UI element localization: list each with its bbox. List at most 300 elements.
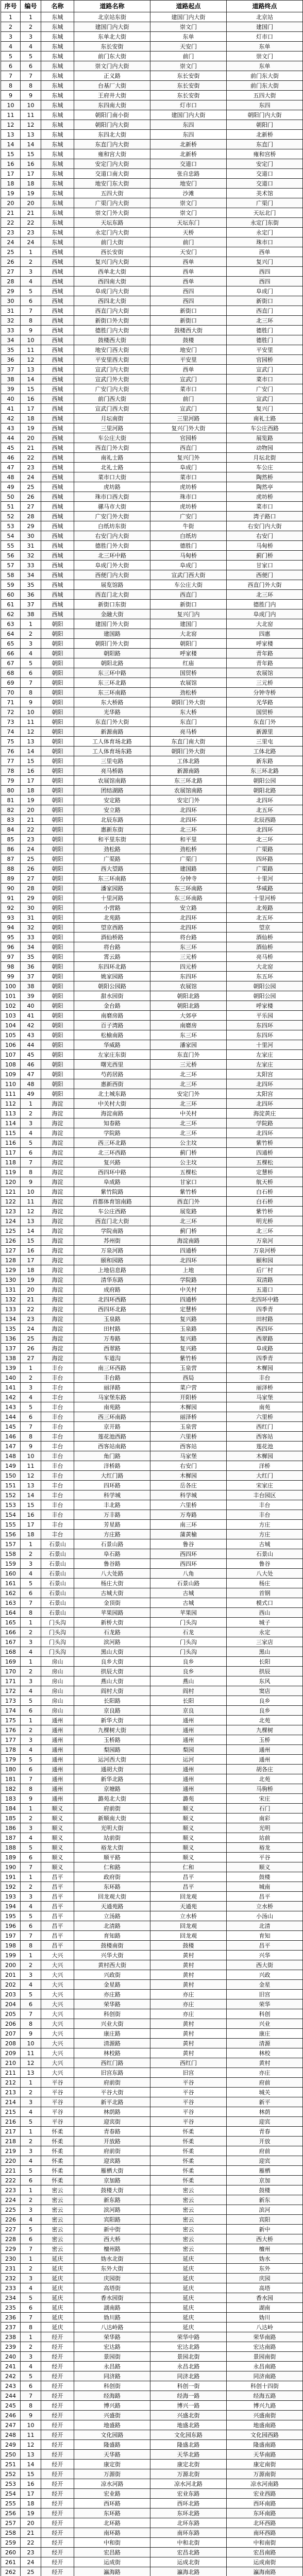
table-row (1, 1911, 303, 1921)
cell-road-end: 妫川 (227, 2313, 303, 2323)
cell-area: 海淀 (41, 1138, 74, 1148)
cell-num: 2 (21, 22, 41, 32)
cell-road-end: 站前 (227, 1833, 303, 1843)
cell-seq: 61 (1, 600, 21, 609)
cell-road-start: 前门 (150, 238, 227, 247)
cell-road-start: 菜市口 (150, 472, 227, 482)
cell-road-start: 农展馆 (150, 981, 227, 991)
table-row (1, 1461, 303, 1471)
cell-area: 朝阳 (41, 1030, 74, 1040)
cell-area: 西城 (41, 316, 74, 326)
cell-road-end: 航天桥 (227, 1177, 303, 1187)
cell-num: 34 (21, 570, 41, 580)
cell-road-start: 交道口 (150, 159, 227, 169)
cell-area: 通州 (41, 1716, 74, 1725)
table-row (1, 1569, 303, 1579)
cell-area: 朝阳 (41, 893, 74, 903)
cell-num: 32 (21, 923, 41, 933)
cell-num: 7 (21, 1862, 41, 1872)
cell-num: 14 (21, 375, 41, 384)
cell-road-name: 右安门内大街 (74, 531, 150, 541)
cell-road-name: 雍和宫大街 (74, 149, 150, 159)
cell-road-name: 仁和路 (74, 1862, 150, 1872)
cell-road-end: 展览路 (227, 433, 303, 443)
cell-seq: 232 (1, 2274, 21, 2283)
cell-num: 11 (21, 717, 41, 727)
cell-num: 40 (21, 1001, 41, 1011)
cell-road-end: 广渠路 (227, 864, 303, 874)
cell-road-end: 动物园 (227, 443, 303, 453)
table-row (1, 991, 303, 1001)
cell-area: 经开 (41, 2518, 74, 2528)
cell-num: 1 (21, 1872, 41, 1882)
cell-road-end: 十里河 (227, 874, 303, 884)
table-row (1, 1089, 303, 1099)
cell-num: 22 (21, 453, 41, 463)
cell-num: 4 (21, 1647, 41, 1657)
cell-road-start: 虎坊桥 (150, 482, 227, 492)
cell-road-name: 前门西大街 (74, 394, 150, 404)
cell-road-name: 西红门路 (74, 2058, 150, 2068)
cell-road-name: 新街口外大街 (74, 316, 150, 326)
cell-seq: 16 (1, 159, 21, 169)
cell-seq: 255 (1, 2499, 21, 2509)
cell-area: 西城 (41, 335, 74, 345)
cell-num: 42 (21, 1021, 41, 1030)
cell-road-end: 酒仙桥 (227, 933, 303, 942)
cell-road-end: 十里河桥 (227, 893, 303, 903)
cell-seq: 211 (1, 2068, 21, 2078)
cell-seq: 60 (1, 590, 21, 600)
cell-seq: 116 (1, 1138, 21, 1148)
cell-seq: 227 (1, 2225, 21, 2234)
cell-num: 8 (21, 1784, 41, 1794)
table-row (1, 2156, 303, 2166)
cell-seq: 103 (1, 1011, 21, 1021)
cell-road-start: 前门 (150, 394, 227, 404)
cell-num: 8 (21, 2019, 41, 2029)
table-row (1, 2342, 303, 2352)
cell-num: 7 (21, 2009, 41, 2019)
cell-road-end: 林校 (227, 2048, 303, 2058)
cell-road-start: 东环北路 (150, 2509, 227, 2518)
cell-area: 朝阳 (41, 727, 74, 737)
cell-road-name: 南三环西路 (74, 1363, 150, 1373)
cell-road-name: 安立路 (74, 805, 150, 815)
cell-road-name: 芳星路 (74, 1520, 150, 1530)
cell-seq: 81 (1, 795, 21, 805)
cell-seq: 29 (1, 286, 21, 296)
cell-area: 经开 (41, 2381, 74, 2391)
cell-road-start: 公主坟 (150, 1158, 227, 1167)
cell-road-name: 朝阳北路 (74, 658, 150, 668)
cell-road-name: 广安门外大街 (74, 512, 150, 521)
cell-area: 昌平 (41, 1941, 74, 1951)
table-row (1, 551, 303, 561)
cell-road-start: 北三环 (150, 1079, 227, 1089)
cell-road-start: 密云 (150, 2215, 227, 2225)
cell-road-end: 北京站 (227, 12, 303, 22)
cell-num: 25 (21, 2567, 41, 2576)
cell-area: 延庆 (41, 2274, 74, 2283)
cell-area: 西城 (41, 551, 74, 561)
table-row (1, 296, 303, 306)
cell-seq: 105 (1, 1030, 21, 1040)
cell-road-end: 阜成门内 (227, 609, 303, 619)
cell-road-start: 东大桥 (150, 707, 227, 717)
cell-num: 16 (21, 2479, 41, 2489)
cell-area: 海淀 (41, 1295, 74, 1304)
cell-num: 26 (21, 864, 41, 874)
cell-num: 8 (21, 688, 41, 698)
cell-num: 10 (21, 2420, 41, 2430)
cell-road-start: 延庆 (150, 2274, 227, 2283)
table-row (1, 1510, 303, 1520)
cell-seq: 131 (1, 1285, 21, 1295)
cell-road-start: 大北窑 (150, 629, 227, 639)
cell-seq: 109 (1, 1070, 21, 1079)
cell-num: 2 (21, 2137, 41, 2146)
cell-seq: 132 (1, 1295, 21, 1304)
cell-num: 5 (21, 1696, 41, 1706)
cell-road-end: 菜市口 (227, 375, 303, 384)
cell-area: 海淀 (41, 1275, 74, 1285)
cell-seq: 219 (1, 2146, 21, 2156)
cell-seq: 180 (1, 1765, 21, 1774)
cell-seq: 198 (1, 1941, 21, 1951)
table-row (1, 130, 303, 140)
cell-area: 经开 (41, 2420, 74, 2430)
cell-road-name: 宣武门内大街 (74, 365, 150, 375)
table-row (1, 815, 303, 825)
cell-road-end: 珠市口 (227, 238, 303, 247)
cell-area: 丰台 (41, 1422, 74, 1432)
cell-road-start: 复兴门内 (150, 609, 227, 619)
cell-num: 20 (21, 2518, 41, 2528)
cell-num: 2 (21, 1725, 41, 1735)
cell-area: 海淀 (41, 1118, 74, 1128)
cell-road-start: 隆盛北路 (150, 2440, 227, 2450)
cell-num: 36 (21, 962, 41, 972)
cell-road-name: 回龙观大街 (74, 1892, 150, 1902)
table-row (1, 678, 303, 688)
cell-num: 4 (21, 1569, 41, 1579)
cell-area: 延庆 (41, 2283, 74, 2293)
cell-road-end: 定慧桥 (227, 1167, 303, 1177)
cell-road-start: 沙滩 (150, 189, 227, 198)
table-row (1, 2293, 303, 2303)
cell-seq: 142 (1, 1393, 21, 1402)
cell-road-name: 经海路 (74, 2391, 150, 2401)
cell-road-start: 北三环 (150, 1216, 227, 1226)
cell-road-name: 滨河路 (74, 2205, 150, 2215)
table-row (1, 580, 303, 590)
table-row (1, 590, 303, 600)
cell-num: 44 (21, 1040, 41, 1050)
cell-road-name: 鼓楼大街 (74, 2185, 150, 2195)
cell-road-name: 松榆南路 (74, 1030, 150, 1040)
table-row (1, 286, 303, 296)
table-row (1, 561, 303, 570)
table-row (1, 1490, 303, 1500)
cell-seq: 33 (1, 326, 21, 335)
cell-area: 通州 (41, 1755, 74, 1765)
cell-road-name: 良乡大街 (74, 1657, 150, 1667)
table-row (1, 1794, 303, 1804)
cell-seq: 229 (1, 2244, 21, 2254)
cell-area: 经开 (41, 2528, 74, 2538)
cell-seq: 76 (1, 747, 21, 756)
table-row (1, 1236, 303, 1246)
cell-area: 海淀 (41, 1265, 74, 1275)
table-row (1, 277, 303, 286)
cell-num: 14 (21, 140, 41, 149)
cell-road-end: 呼家楼 (227, 1001, 303, 1011)
cell-area: 密云 (41, 2195, 74, 2205)
cell-road-name: 白纸坊东街 (74, 521, 150, 531)
cell-road-end: 黄村 (227, 2058, 303, 2068)
cell-num: 4 (21, 2107, 41, 2117)
cell-area: 海淀 (41, 1128, 74, 1138)
cell-road-end: 南彩 (227, 1814, 303, 1823)
cell-area: 怀柔 (41, 2166, 74, 2176)
cell-area: 经开 (41, 2440, 74, 2450)
cell-seq: 254 (1, 2489, 21, 2499)
table-row (1, 306, 303, 316)
cell-road-end: 鼓楼 (227, 1872, 303, 1882)
cell-road-name: 潘家园路 (74, 884, 150, 893)
table-row (1, 1334, 303, 1344)
cell-num: 19 (21, 189, 41, 198)
table-row (1, 629, 303, 639)
cell-road-end: 亦庄 (227, 2068, 303, 2078)
table-row (1, 52, 303, 61)
table-row (1, 1608, 303, 1618)
cell-road-name: 鲁谷路 (74, 1559, 150, 1569)
cell-seq: 210 (1, 2058, 21, 2068)
cell-num: 2 (21, 1628, 41, 1637)
cell-num: 7 (21, 1158, 41, 1167)
cell-seq: 35 (1, 345, 21, 355)
table-row (1, 1774, 303, 1784)
cell-road-end: 虎坊桥 (227, 492, 303, 502)
cell-num: 16 (21, 1510, 41, 1520)
cell-road-name: 同济路 (74, 2371, 150, 2381)
cell-area: 经开 (41, 2362, 74, 2371)
cell-area: 丰台 (41, 1451, 74, 1461)
cell-road-start: 鲁谷 (150, 1539, 227, 1549)
cell-road-name: 惠新东街 (74, 825, 150, 835)
table-row (1, 2420, 303, 2430)
cell-num: 6 (21, 668, 41, 678)
cell-road-end: 朝阳北路 (227, 786, 303, 795)
table-row (1, 404, 303, 414)
cell-area: 丰台 (41, 1402, 74, 1412)
table-row (1, 2352, 303, 2362)
table-row (1, 2283, 303, 2293)
cell-seq: 241 (1, 2362, 21, 2371)
cell-num: 4 (21, 1393, 41, 1402)
table-row (1, 228, 303, 238)
cell-num: 6 (21, 2176, 41, 2185)
cell-num: 3 (21, 1676, 41, 1686)
cell-num: 28 (21, 884, 41, 893)
cell-area: 东城 (41, 228, 74, 238)
cell-area: 经开 (41, 2391, 74, 2401)
cell-road-name: 建国门内大街 (74, 22, 150, 32)
cell-road-name: 广渠门内大街 (74, 198, 150, 208)
cell-seq: 212 (1, 2078, 21, 2088)
cell-road-start: 怀柔 (150, 2137, 227, 2146)
cell-road-name: 丰北路 (74, 1500, 150, 1510)
table-row (1, 91, 303, 100)
cell-num: 13 (21, 2450, 41, 2460)
cell-num: 2 (21, 2342, 41, 2352)
table-row (1, 1647, 303, 1657)
cell-road-start: 玉泉路 (150, 1324, 227, 1334)
table-row (1, 2097, 303, 2107)
table-row (1, 903, 303, 913)
cell-road-end: 酒仙桥 (227, 942, 303, 952)
cell-seq: 209 (1, 2048, 21, 2058)
cell-seq: 186 (1, 1823, 21, 1833)
cell-seq: 196 (1, 1921, 21, 1931)
cell-num: 1 (21, 1657, 41, 1667)
table-row (1, 140, 303, 149)
cell-road-name: 立汤路 (74, 1911, 150, 1921)
cell-road-start: 顺义 (150, 1823, 227, 1833)
cell-road-name: 北苑路 (74, 913, 150, 923)
cell-area: 通州 (41, 1784, 74, 1794)
table-row (1, 962, 303, 972)
cell-num: 31 (21, 541, 41, 551)
cell-area: 海淀 (41, 1158, 74, 1167)
cell-road-name: 复兴路 (74, 1158, 150, 1167)
cell-road-name: 兴华大街 (74, 1951, 150, 1960)
table-row (1, 1686, 303, 1696)
cell-area: 大兴 (41, 2039, 74, 2048)
cell-area: 密云 (41, 2234, 74, 2244)
cell-road-name: 东四北大街 (74, 130, 150, 140)
cell-seq: 153 (1, 1500, 21, 1510)
cell-road-name: 东直门外大街 (74, 717, 150, 727)
cell-road-name: 京加路 (74, 2176, 150, 2185)
cell-area: 西城 (41, 286, 74, 296)
cell-seq: 223 (1, 2185, 21, 2195)
cell-road-end: 大北窑 (227, 619, 303, 629)
cell-num: 4 (21, 42, 41, 52)
cell-seq: 222 (1, 2176, 21, 2185)
cell-seq: 3 (1, 32, 21, 42)
cell-road-start: 平谷 (150, 2097, 227, 2107)
cell-road-start: 平谷 (150, 2117, 227, 2127)
cell-road-name: 苹果园路 (74, 1608, 150, 1618)
table-row (1, 384, 303, 394)
table-row (1, 893, 303, 903)
cell-road-start: 六里桥 (150, 1432, 227, 1442)
cell-num: 3 (21, 1892, 41, 1902)
table-row (1, 707, 303, 717)
cell-area: 怀柔 (41, 2146, 74, 2156)
cell-num: 2 (21, 1667, 41, 1676)
cell-num: 4 (21, 277, 41, 286)
cell-road-name: 望京西路 (74, 923, 150, 933)
cell-road-end: 万泉河 (227, 1236, 303, 1246)
cell-road-start: 怀柔 (150, 2156, 227, 2166)
cell-num: 2 (21, 1882, 41, 1892)
cell-area: 大兴 (41, 1970, 74, 1980)
cell-road-start: 中关村 (150, 1285, 227, 1295)
cell-area: 海淀 (41, 1226, 74, 1236)
cell-area: 丰台 (41, 1393, 74, 1402)
cell-road-end: 灯市口 (227, 32, 303, 42)
cell-road-name: 芍药居路 (74, 1070, 150, 1079)
cell-road-name: 正义路 (74, 71, 150, 81)
cell-road-name: 南磨房路 (74, 1011, 150, 1021)
cell-road-start: 北三环 (150, 1118, 227, 1128)
cell-seq: 235 (1, 2303, 21, 2313)
cell-road-name: 西长安街 (74, 247, 150, 257)
cell-area: 顺义 (41, 1853, 74, 1862)
table-row (1, 1481, 303, 1490)
cell-road-name: 姚家园路 (74, 972, 150, 981)
cell-area: 东城 (41, 130, 74, 140)
table-row (1, 345, 303, 355)
cell-num: 13 (21, 1216, 41, 1226)
cell-num: 5 (21, 1843, 41, 1853)
cell-road-name: 东长安街 (74, 42, 150, 52)
cell-area: 朝阳 (41, 678, 74, 688)
cell-road-name: 高塔街 (74, 2283, 150, 2293)
cell-road-name: 亦庄路 (74, 1990, 150, 1999)
cell-road-end: 太阳宫 (227, 1070, 303, 1079)
cell-road-end: 白石桥 (227, 1187, 303, 1197)
cell-road-name: 金星路 (74, 1980, 150, 1990)
cell-road-end: 雍和宫桥 (227, 149, 303, 159)
cell-num: 13 (21, 2068, 41, 2078)
cell-road-name: 广安门内大街 (74, 384, 150, 394)
cell-seq: 39 (1, 384, 21, 394)
cell-road-start: 东四 (150, 130, 227, 140)
cell-area: 大兴 (41, 1999, 74, 2009)
cell-road-start: 新街口 (150, 316, 227, 326)
cell-road-start: 安定门外 (150, 1089, 227, 1099)
cell-road-start: 运成北街 (150, 2557, 227, 2567)
table-row (1, 1226, 303, 1236)
cell-num: 4 (21, 1980, 41, 1990)
cell-seq: 174 (1, 1706, 21, 1716)
cell-area: 经开 (41, 2479, 74, 2489)
cell-road-start: 西单 (150, 365, 227, 375)
cell-road-end: 香水园 (227, 2293, 303, 2303)
cell-road-name: 东环路 (74, 1882, 150, 1892)
cell-num: 19 (21, 2509, 41, 2518)
cell-area: 西城 (41, 355, 74, 365)
cell-road-start: 顺义 (150, 1804, 227, 1814)
cell-road-end: 新平 (227, 2097, 303, 2107)
cell-num: 10 (21, 335, 41, 345)
cell-area: 房山 (41, 1706, 74, 1716)
cell-seq: 75 (1, 737, 21, 747)
cell-road-name: 百子湾路 (74, 1021, 150, 1030)
cell-area: 通州 (41, 1765, 74, 1774)
cell-road-start: 鼓楼西大街 (150, 326, 227, 335)
cell-road-name: 上地信息路 (74, 1265, 150, 1275)
cell-road-name: 广渠路 (74, 854, 150, 864)
cell-road-start: 崇文门 (150, 198, 227, 208)
cell-road-name: 霄云路 (74, 952, 150, 962)
cell-road-end: 德胜门 (227, 335, 303, 345)
